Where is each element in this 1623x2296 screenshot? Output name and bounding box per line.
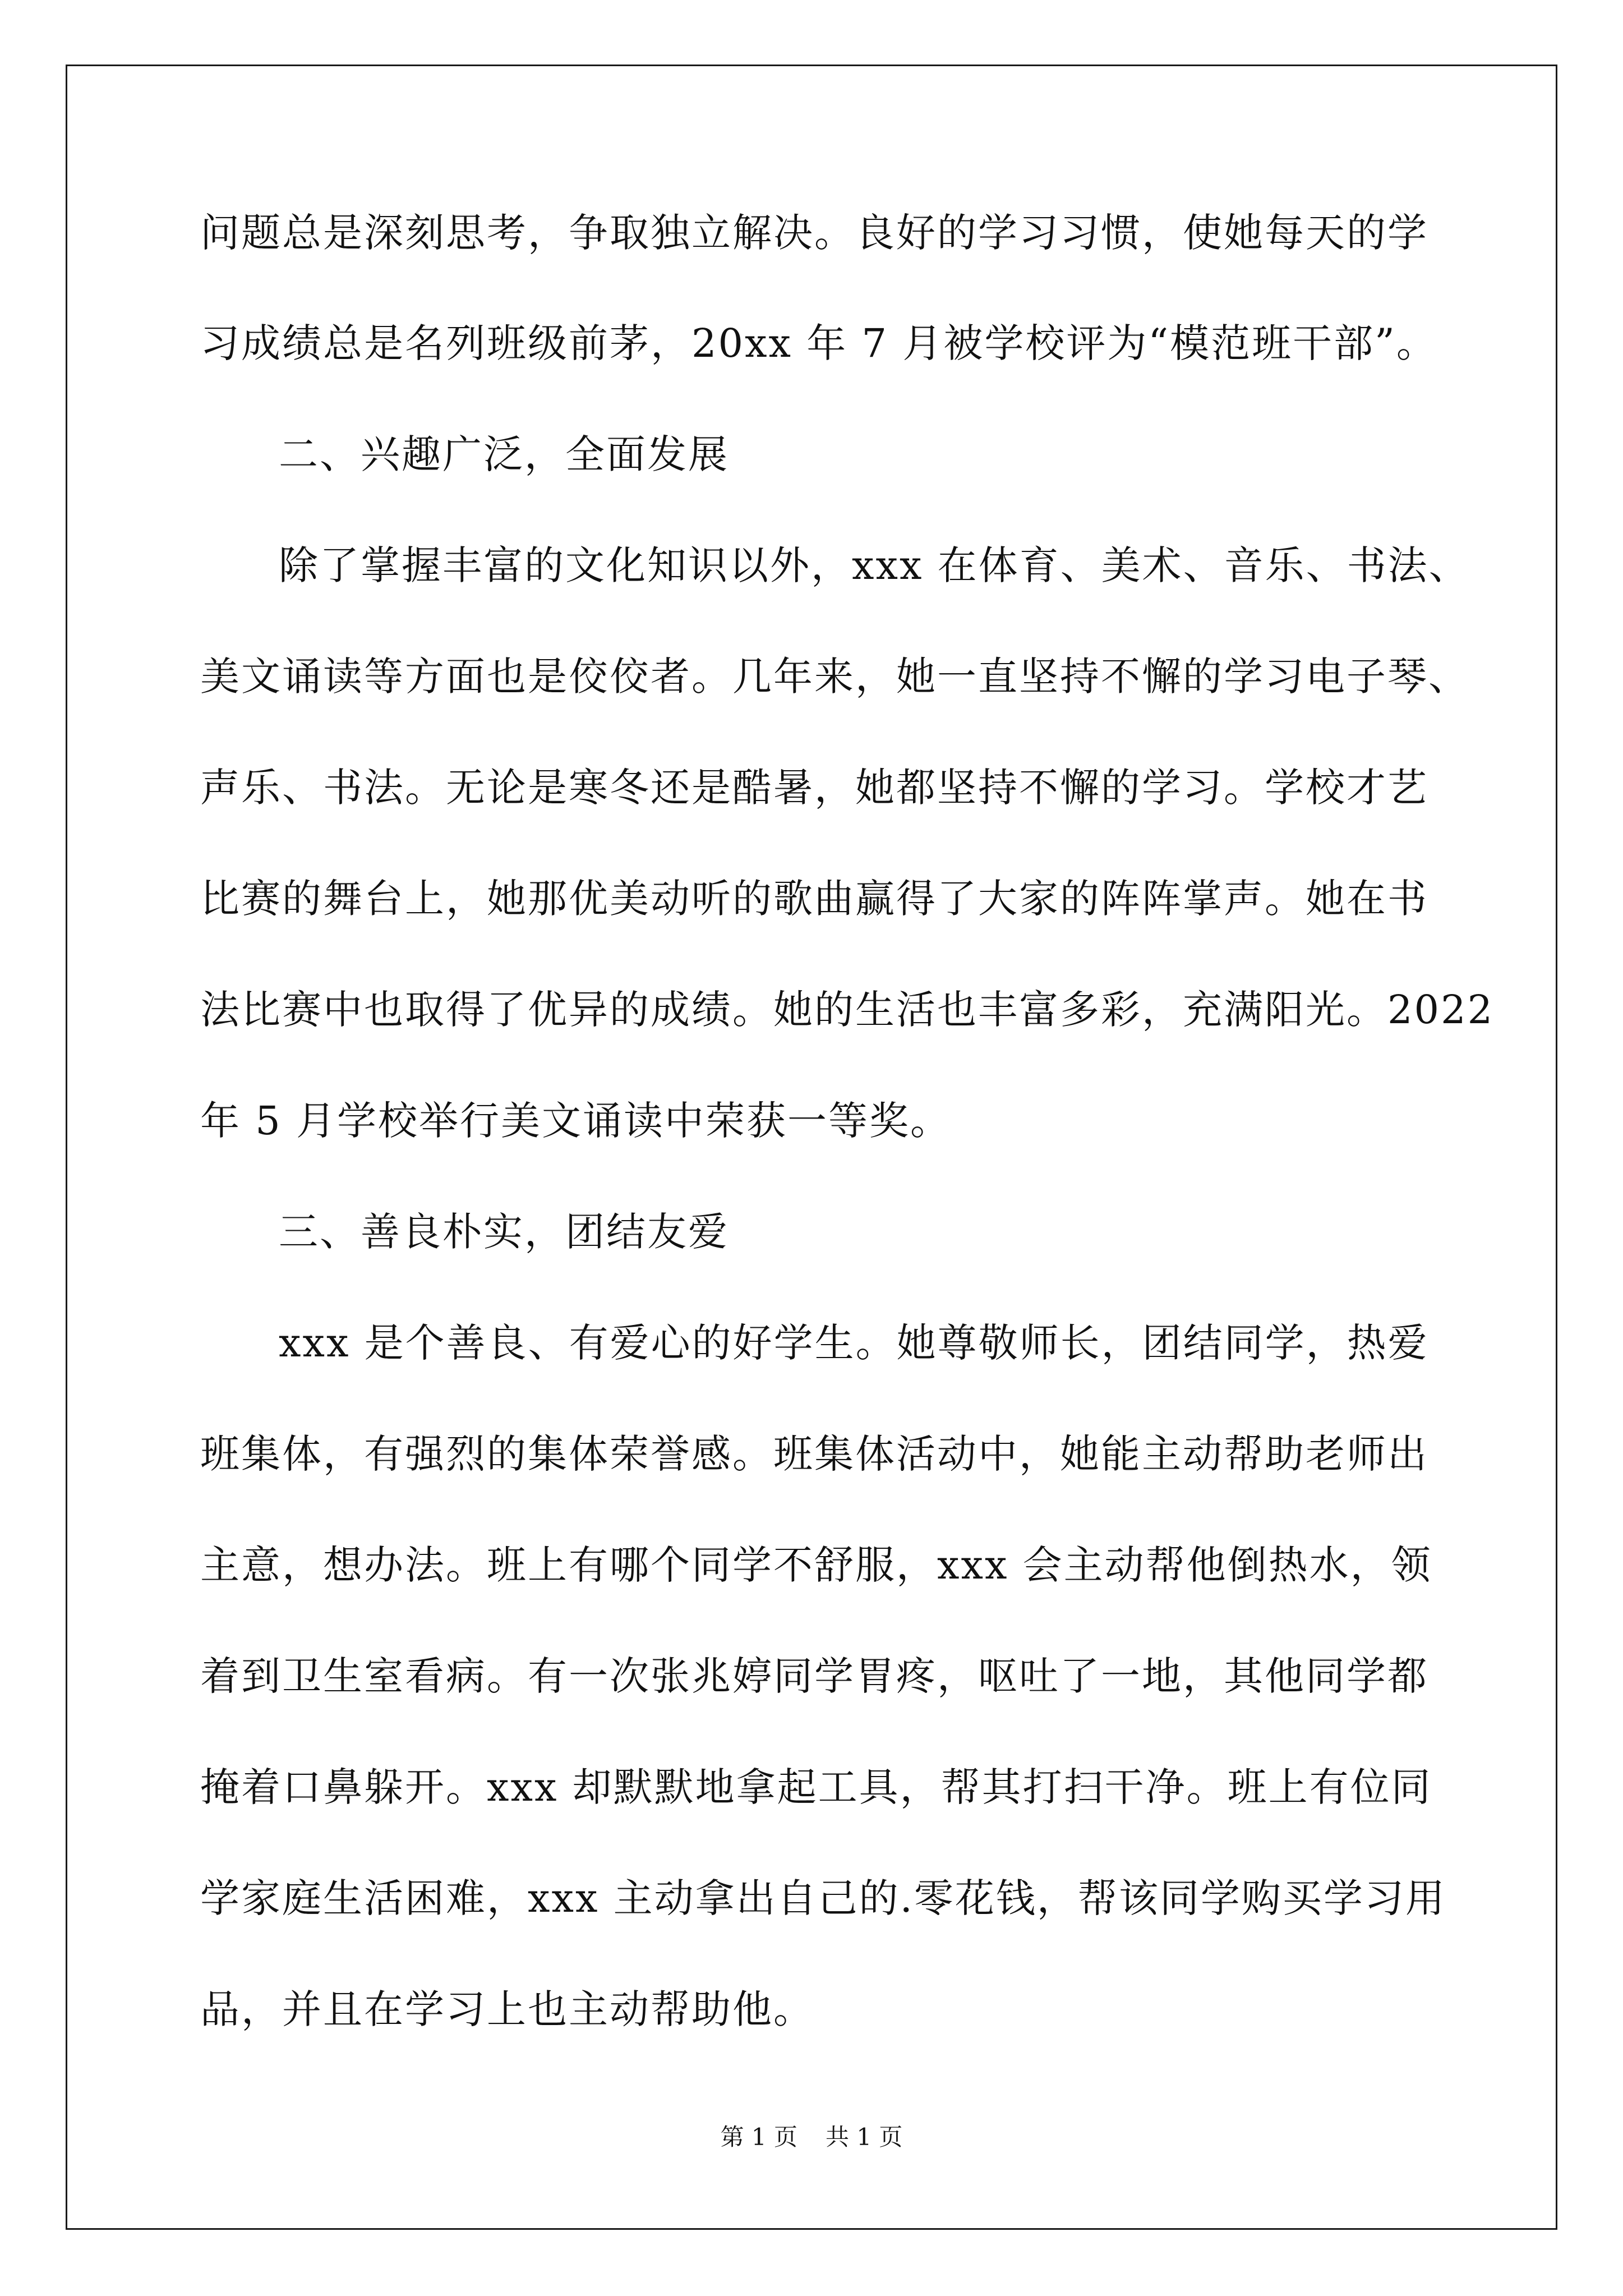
section-heading: 三、善良朴实，团结友爱 (279, 1209, 729, 1255)
text-line: 主意，想办法。班上有哪个同学不舒服，xxx 会主动帮他倒热水，领 (200, 1542, 1432, 1588)
text-line: xxx 是个善良、有爱心的好学生。她尊敬师长，团结同学，热爱 (279, 1320, 1429, 1366)
text-line: 班集体，有强烈的集体荣誉感。班集体活动中，她能主动帮助老师出 (200, 1431, 1428, 1477)
text-line: 问题总是深刻思考，争取独立解决。良好的学习习惯，使她每天的学 (200, 210, 1428, 256)
text-line: 掩着口鼻躲开。xxx 却默默地拿起工具，帮其打扫干净。班上有位同 (200, 1764, 1432, 1810)
text-line: 比赛的舞台上，她那优美动听的歌曲赢得了大家的阵阵掌声。她在书 (200, 876, 1428, 922)
text-line: 法比赛中也取得了优异的成绩。她的生活也丰富多彩，充满阳光。2022 (200, 987, 1495, 1033)
text-line: 学家庭生活困难，xxx 主动拿出自己的.零花钱，帮该同学购买学习用 (200, 1875, 1446, 1921)
page-footer (0, 2120, 1623, 2154)
page-total: 共 1 页 (826, 2123, 903, 2151)
text-line: 年 5 月学校举行美文诵读中荣获一等奖。 (200, 1098, 952, 1144)
text-line: 声乐、书法。无论是寒冬还是酷暑，她都坚持不懈的学习。学校才艺 (200, 765, 1428, 811)
text-line: 除了掌握丰富的文化知识以外，xxx 在体育、美术、音乐、书法、 (279, 542, 1470, 588)
page-number: 第 1 页 (720, 2123, 797, 2151)
text-line: 美文诵读等方面也是佼佼者。几年来，她一直坚持不懈的学习电子琴、 (200, 654, 1469, 700)
text-line: 着到卫生室看病。有一次张兆婷同学胃疼，呕吐了一地，其他同学都 (200, 1653, 1428, 1699)
section-heading: 二、兴趣广泛，全面发展 (279, 431, 729, 477)
text-line: 习成绩总是名列班级前茅，20xx 年 7 月被学校评为“模范班干部”。 (200, 320, 1437, 366)
text-line: 品，并且在学习上也主动帮助他。 (200, 1986, 814, 2032)
